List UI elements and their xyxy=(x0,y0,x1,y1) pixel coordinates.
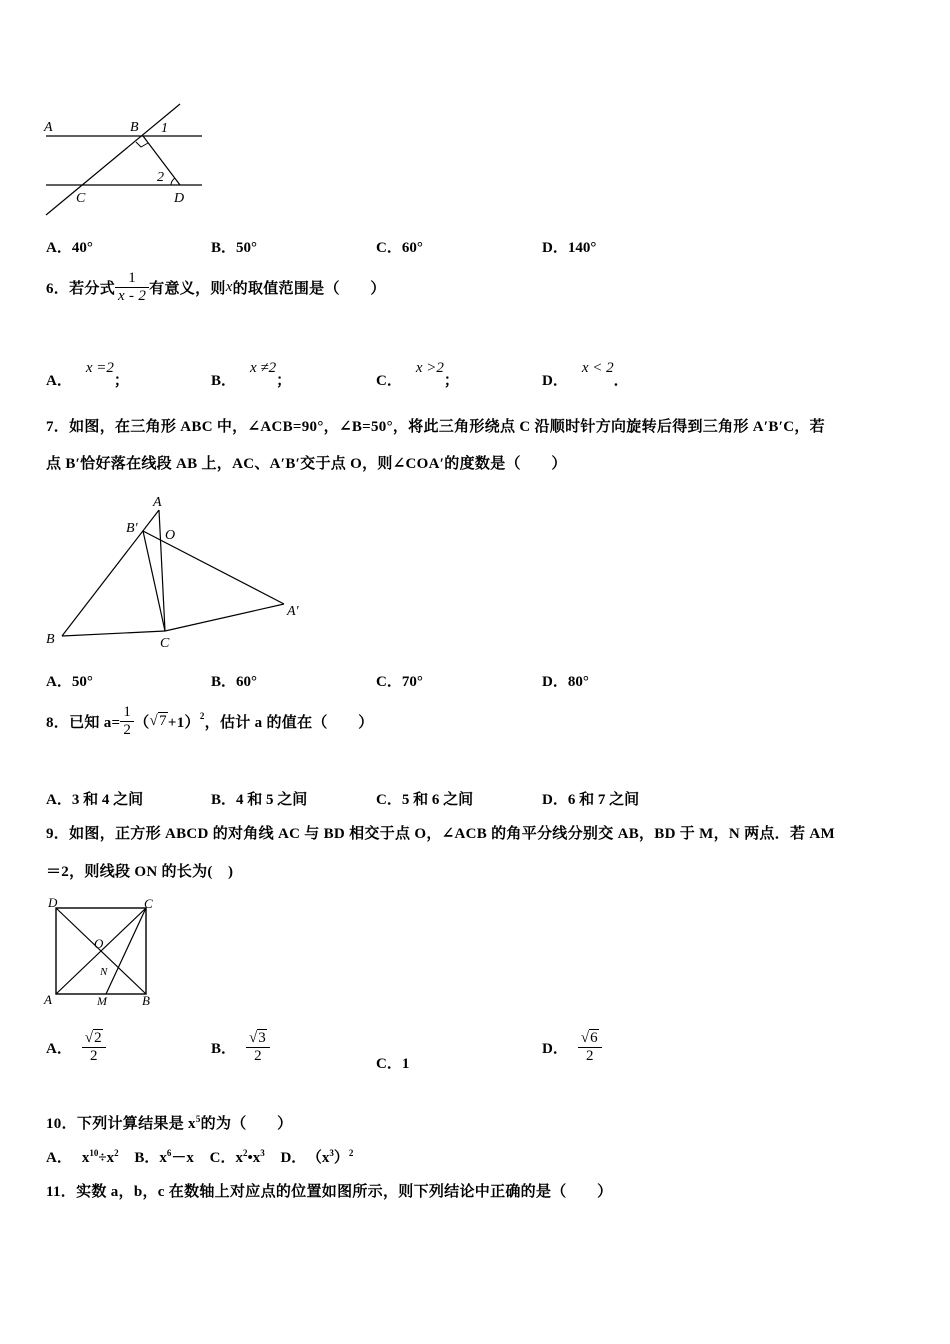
q8-exponent: 2 xyxy=(199,710,205,721)
q9-option-d[interactable] xyxy=(542,1030,602,1065)
option-letter: A． xyxy=(46,373,72,389)
label-o: O xyxy=(94,936,104,951)
sqrt-radicand: 3 xyxy=(258,1030,266,1046)
option-base: x xyxy=(235,1150,243,1166)
option-letter: D． xyxy=(542,373,568,389)
option-text: 3 和 4 之间 xyxy=(71,792,144,808)
label-m: M xyxy=(97,994,107,1008)
segment-ba xyxy=(62,510,159,636)
label-b-prime: B′ xyxy=(126,521,138,536)
label-o: O xyxy=(165,528,176,543)
label-d: D xyxy=(48,895,58,910)
question-number: 10． xyxy=(46,1116,77,1132)
option-operator: ÷x xyxy=(98,1150,115,1166)
option-text: 60° xyxy=(236,674,258,690)
option-letter: A． xyxy=(46,792,72,808)
option-text: 50° xyxy=(71,674,93,690)
sqrt: √3 xyxy=(249,1030,266,1046)
label-d: D xyxy=(174,191,185,206)
option-letter: B． xyxy=(211,240,237,256)
q8-sqrt: √7 xyxy=(149,713,167,729)
q8-open-paren: （ xyxy=(134,715,150,731)
option-letter: D． xyxy=(542,792,568,808)
option-letter: C． xyxy=(209,1150,236,1166)
q5-option-a[interactable] xyxy=(46,236,93,257)
segment-b-prime-c xyxy=(143,531,165,631)
label-1: 1 xyxy=(161,121,168,136)
fraction-denominator: 2 xyxy=(246,1047,270,1065)
option-letter: D． xyxy=(542,240,568,256)
right-angle-mark xyxy=(136,142,148,147)
q8-option-d[interactable] xyxy=(542,788,639,809)
q7-option-a[interactable] xyxy=(46,670,93,691)
option-close-paren: ） xyxy=(333,1150,349,1166)
q9-stem-line1: 9．如图，正方形 ABCD 的对角线 AC 与 BD 相交于点 O，∠ACB 的角平分线分别交 AB，BD 于 M，N 两点．若 AM xyxy=(46,826,835,842)
label-a-prime: A′ xyxy=(287,604,299,619)
option-end: ； xyxy=(443,373,459,389)
q7-figure xyxy=(40,490,305,655)
q6-option-d[interactable] xyxy=(542,356,629,389)
option-exponent: 3 xyxy=(260,1148,265,1158)
q5-option-d[interactable] xyxy=(542,236,596,257)
q10-option-b[interactable] xyxy=(134,1150,194,1166)
label-n: N xyxy=(100,966,108,978)
q10-exponent: 5 xyxy=(195,1114,201,1124)
q10-options-row xyxy=(46,1146,353,1167)
q10-option-a[interactable] xyxy=(46,1150,119,1166)
q5-figure xyxy=(40,98,210,220)
option-operator: •x xyxy=(247,1150,261,1166)
option-letter: C． xyxy=(376,674,402,690)
option-text: 60° xyxy=(401,240,423,256)
q10-stem xyxy=(46,1112,292,1133)
option-letter: C． xyxy=(376,792,402,808)
option-letter: A． xyxy=(46,240,72,256)
q10-option-c[interactable] xyxy=(210,1150,265,1166)
label-c: C xyxy=(144,896,153,911)
option-exponent: 10 xyxy=(89,1148,99,1158)
sqrt-radicand: 6 xyxy=(590,1030,598,1046)
sqrt-radicand: 2 xyxy=(94,1030,102,1046)
sqrt: √2 xyxy=(84,1030,102,1046)
q5-option-b[interactable] xyxy=(211,236,257,257)
option-operator: －x xyxy=(171,1150,194,1166)
option-end: ； xyxy=(113,373,129,389)
option-base: x xyxy=(159,1150,167,1166)
q7-option-d[interactable] xyxy=(542,670,589,691)
fraction-denominator: x - 2 xyxy=(115,287,149,305)
question-number: 6． xyxy=(46,281,70,297)
option-letter: B． xyxy=(211,792,237,808)
option-expression: x >2 xyxy=(415,360,444,376)
option-letter: A． xyxy=(46,674,72,690)
q7-stem-line2: 点 B′恰好落在线段 AB 上，AC、A′B′交于点 O，则∠COA′的度数是（ ） xyxy=(46,456,567,472)
q11-stem: 11．实数 a，b，c 在数轴上对应点的位置如图所示，则下列结论中正确的是（ ） xyxy=(46,1184,613,1200)
q6-text-pre: 若分式 xyxy=(69,281,116,297)
option-base: （x xyxy=(314,1150,330,1166)
option-exponent: 2 xyxy=(114,1148,119,1158)
option-letter: D． xyxy=(542,674,568,690)
option-fraction xyxy=(246,1030,270,1065)
option-text: 80° xyxy=(567,674,589,690)
option-expression: x =2 xyxy=(85,360,114,376)
label-a: A xyxy=(44,120,53,135)
option-expression: x < 2 xyxy=(581,360,614,376)
q10-text-pre: 下列计算结果是 x xyxy=(76,1116,196,1132)
label-2: 2 xyxy=(157,170,164,185)
sqrt: √6 xyxy=(580,1030,598,1046)
q9-option-a[interactable] xyxy=(46,1030,106,1065)
q8-fraction xyxy=(120,704,134,739)
q6-option-b[interactable] xyxy=(211,356,292,389)
segment-bc xyxy=(62,631,165,636)
q5-option-c[interactable] xyxy=(376,236,423,257)
option-letter: C． xyxy=(376,1056,402,1072)
fraction-denominator: 2 xyxy=(82,1047,106,1065)
q9-option-b[interactable] xyxy=(211,1030,270,1065)
q6-option-a[interactable] xyxy=(46,356,129,389)
q7-option-c[interactable] xyxy=(376,670,423,691)
fraction-numerator: 1 xyxy=(123,704,132,720)
option-text: 5 和 6 之间 xyxy=(401,792,474,808)
angle-2-arc xyxy=(171,178,175,185)
option-letter: B． xyxy=(134,1150,160,1166)
fraction-denominator: 2 xyxy=(120,721,134,739)
label-c: C xyxy=(160,636,170,651)
q9-stem-line2: ＝2，则线段 ON 的长为( ) xyxy=(46,864,234,880)
option-letter: B． xyxy=(211,1041,237,1057)
q6-variable: x xyxy=(225,279,233,295)
option-letter: B． xyxy=(211,674,237,690)
sqrt-radicand: 7 xyxy=(159,713,167,729)
option-letter: D． xyxy=(542,1041,568,1057)
fraction-numerator: 1 xyxy=(128,270,136,286)
label-a: A xyxy=(44,992,52,1007)
q10-option-d[interactable] xyxy=(280,1150,353,1166)
q6-option-c[interactable] xyxy=(376,356,459,389)
option-exponent: 6 xyxy=(166,1148,172,1158)
q8-option-b[interactable] xyxy=(211,788,307,809)
option-exponent: 3 xyxy=(329,1148,334,1158)
option-letter: C． xyxy=(376,240,402,256)
q10-text-post: 的为（ ） xyxy=(200,1116,293,1132)
question-number: 8． xyxy=(46,715,70,731)
fraction-denominator: 2 xyxy=(578,1047,602,1065)
q8-option-a[interactable] xyxy=(46,788,143,809)
q6-text-post: 的取值范围是（ ） xyxy=(232,281,386,297)
option-end: ． xyxy=(613,373,629,389)
q7-option-b[interactable] xyxy=(211,670,257,691)
q6-text-mid: 有意义，则 xyxy=(149,281,226,297)
segment-c-a-prime xyxy=(165,604,284,631)
option-base: x xyxy=(81,1150,90,1166)
option-text: 4 和 5 之间 xyxy=(236,792,308,808)
option-text: 70° xyxy=(401,674,423,690)
label-b: B xyxy=(142,993,150,1008)
option-exponent: 2 xyxy=(242,1148,248,1158)
option-letter: A． xyxy=(46,1150,72,1166)
q8-stem xyxy=(46,704,374,739)
option-letter: B． xyxy=(211,373,237,389)
option-text: 1 xyxy=(401,1056,410,1072)
label-b: B xyxy=(46,632,55,647)
label-a: A xyxy=(153,495,162,510)
option-expression: x ≠2 xyxy=(250,360,277,376)
option-letter: A． xyxy=(46,1041,72,1057)
q8-text-post: ，估计 a 的值在（ ） xyxy=(204,715,374,731)
option-text: 50° xyxy=(236,240,258,256)
label-b: B xyxy=(130,120,139,135)
q8-text-pre: 已知 a= xyxy=(69,715,121,731)
option-text: 6 和 7 之间 xyxy=(567,792,640,808)
bisector-cm xyxy=(106,908,146,994)
q6-fraction xyxy=(115,270,149,305)
q9-option-c[interactable] xyxy=(376,1052,409,1073)
option-fraction xyxy=(82,1030,106,1065)
label-c: C xyxy=(76,191,86,206)
transversal xyxy=(46,104,180,215)
q8-plus-one: +1） xyxy=(167,715,200,731)
option-text: 140° xyxy=(567,240,597,256)
option-letter: D． xyxy=(280,1150,307,1166)
option-text: 40° xyxy=(71,240,93,256)
q6-stem xyxy=(46,270,386,305)
q7-stem-line1: 7．如图，在三角形 ABC 中，∠ACB=90°，∠B=50°，将此三角形绕点 C 沿顺时针方向旋转后得到三角形 A′B′C，若 xyxy=(46,419,825,435)
option-fraction xyxy=(578,1030,602,1065)
option-exponent: 2 xyxy=(348,1148,354,1158)
option-letter: C． xyxy=(376,373,402,389)
q8-option-c[interactable] xyxy=(376,788,473,809)
option-end: ； xyxy=(276,373,292,389)
q9-figure xyxy=(42,894,162,1010)
